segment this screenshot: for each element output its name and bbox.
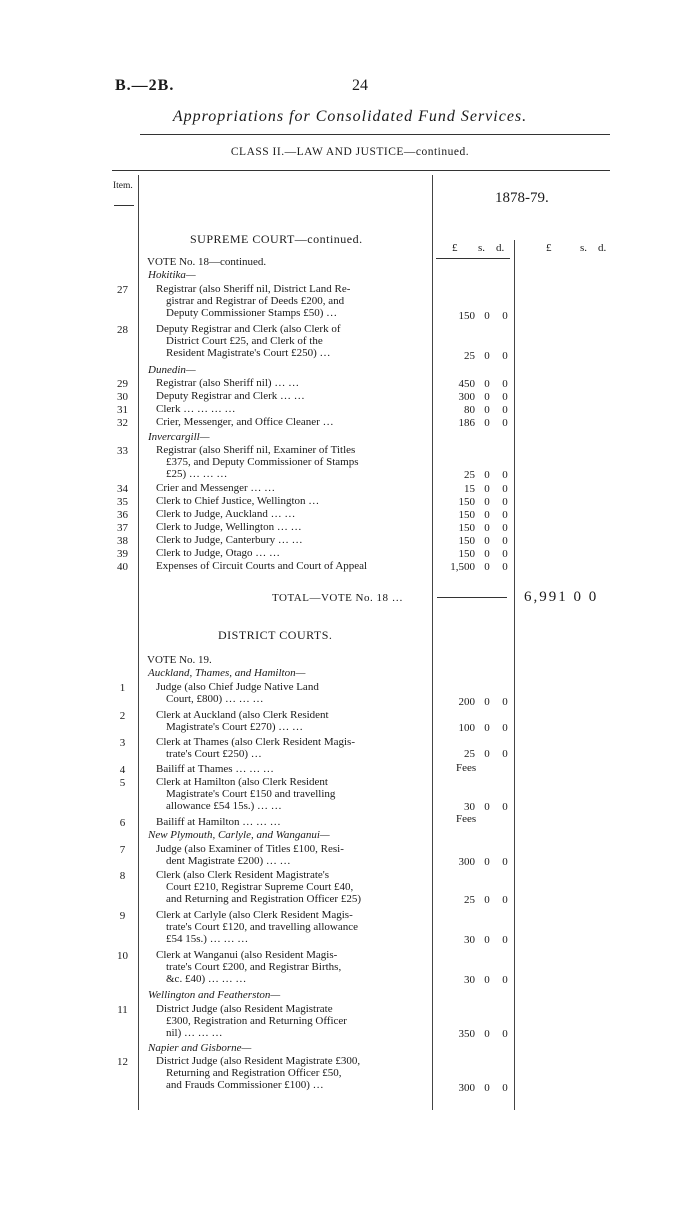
amount-pounds: 300	[458, 1082, 475, 1094]
item-number: 29	[117, 378, 128, 390]
item-description-line: District Judge (also Resident Magistrate £300,	[156, 1055, 361, 1067]
amount-pounds: 30	[464, 934, 475, 946]
amount-shillings: 0	[484, 934, 490, 946]
item-number: 10	[117, 950, 128, 962]
pounds-header-1: £	[452, 242, 458, 254]
fees-note: Fees	[456, 813, 477, 825]
subheading-text: New Plymouth, Carlyle, and Wanganui—	[148, 829, 330, 841]
subheading-text: Wellington and Featherston—	[148, 989, 281, 1001]
title-rule	[140, 134, 610, 135]
item-number: 11	[117, 1004, 128, 1016]
item-description-line: District Judge (also Resident Magistrate	[156, 1003, 333, 1015]
item-description-line: trate's Court £120, and travelling allowance	[166, 921, 358, 933]
item-number: 35	[117, 496, 128, 508]
item-description-line: Bailiff at Thames … … …	[156, 763, 274, 775]
amount-shillings: 0	[484, 548, 490, 560]
amount-shillings: 0	[484, 696, 490, 708]
item-description-line: Bailiff at Hamilton … … …	[156, 816, 281, 828]
subheading-8	[148, 432, 428, 444]
amount-pence: 0	[502, 378, 508, 390]
table-top-rule	[112, 170, 610, 171]
item-description-line: Clerk … … … …	[156, 403, 236, 415]
item-description-line: Registrar (also Sheriff nil, District Land Re-	[156, 283, 351, 295]
amount-pounds: 150	[458, 310, 475, 322]
amount-pence: 0	[502, 696, 508, 708]
col-head-rule	[436, 258, 510, 259]
amount-pounds: 30	[464, 801, 475, 813]
amount-pounds: 80	[464, 404, 475, 416]
item-description-line: District Court £25, and Clerk of the	[166, 335, 323, 347]
item-number: 36	[117, 509, 128, 521]
amount-pounds: 300	[458, 391, 475, 403]
amount-pounds: 30	[464, 974, 475, 986]
item-number: 32	[117, 417, 128, 429]
item-description-line: Clerk at Hamilton (also Clerk Resident	[156, 776, 328, 788]
amount-shillings: 0	[484, 801, 490, 813]
pence-header-2: d.	[598, 242, 607, 254]
item-description-line: Judge (also Chief Judge Native Land	[156, 681, 319, 693]
amount-shillings: 0	[484, 1082, 490, 1094]
vote-18-total-amount: 6,991 0 0	[524, 589, 599, 605]
item-description-line: £375, and Deputy Commissioner of Stamps	[166, 456, 359, 468]
amount-pounds: 100	[458, 722, 475, 734]
item-description-line: Deputy Commissioner Stamps £50) …	[166, 307, 338, 319]
amount-shillings: 0	[484, 748, 490, 760]
amount-shillings: 0	[484, 469, 490, 481]
amount-pence: 0	[502, 1028, 508, 1040]
item-description-line: gistrar and Registrar of Deeds £200, and	[166, 295, 345, 307]
item-number: 7	[119, 844, 126, 856]
item-description-line: Clerk to Judge, Wellington … …	[156, 521, 302, 533]
item-number: 39	[117, 548, 128, 560]
item-description-line: and Frauds Commissioner £100) …	[166, 1079, 324, 1091]
amount-shillings: 0	[484, 350, 490, 362]
amount-shillings: 0	[484, 404, 490, 416]
vote-18-total-label: TOTAL—VOTE No. 18 …	[272, 592, 404, 604]
item-number: 1	[119, 682, 126, 694]
item-number: 38	[117, 535, 128, 547]
item-description-line: £25) … … …	[166, 468, 228, 480]
vote-18-heading: VOTE No. 18—continued.	[147, 256, 267, 268]
subheading-9	[148, 830, 428, 842]
amount-pence: 0	[502, 310, 508, 322]
item-description-line: Expenses of Circuit Courts and Court of Appeal	[156, 560, 368, 572]
amount-pence: 0	[502, 934, 508, 946]
item-description-line: Judge (also Examiner of Titles £100, Resi-	[156, 843, 344, 855]
item-description-line: Clerk to Chief Justice, Wellington …	[156, 495, 320, 507]
amount-pounds: 25	[464, 894, 475, 906]
year-column-header: 1878-79.	[495, 190, 549, 206]
amount-pounds: 200	[458, 696, 475, 708]
item-description-line: Crier and Messenger … …	[156, 482, 276, 494]
amount-pence: 0	[502, 391, 508, 403]
page-number: 24	[352, 77, 368, 94]
item-number: 4	[119, 764, 126, 776]
item-description-line: Crier, Messenger, and Office Cleaner …	[156, 416, 334, 428]
amount-divider	[514, 240, 515, 1110]
item-description-line: Clerk to Judge, Otago … …	[156, 547, 281, 559]
item-number: 28	[117, 324, 128, 336]
item-number: 9	[119, 910, 126, 922]
amount-pence: 0	[502, 801, 508, 813]
amount-shillings: 0	[484, 496, 490, 508]
amount-pence: 0	[502, 404, 508, 416]
amount-pounds: 150	[458, 548, 475, 560]
amount-pounds: 1,500	[450, 561, 475, 573]
item-description-line: Deputy Registrar and Clerk (also Clerk of	[156, 323, 341, 335]
subheading-text: Napier and Gisborne—	[148, 1042, 252, 1054]
item-number: 33	[117, 445, 128, 457]
amount-shillings: 0	[484, 974, 490, 986]
amount-pence: 0	[502, 350, 508, 362]
item-description-line: Registrar (also Sheriff nil, Examiner of Titles	[156, 444, 356, 456]
item-number: 34	[117, 483, 128, 495]
item-number: 8	[119, 870, 126, 882]
item-number: 31	[117, 404, 128, 416]
amount-pence: 0	[502, 509, 508, 521]
subheading-text: Auckland, Thames, and Hamilton—	[148, 667, 306, 679]
item-description-line: dent Magistrate £200) … …	[166, 855, 291, 867]
item-description-line: trate's Court £250) …	[166, 748, 262, 760]
amount-pounds: 150	[458, 496, 475, 508]
amount-shillings: 0	[484, 310, 490, 322]
amount-pounds: 25	[464, 748, 475, 760]
amount-shillings: 0	[484, 894, 490, 906]
item-number: 27	[117, 284, 128, 296]
amount-pounds: 25	[464, 469, 475, 481]
amount-pounds: 25	[464, 350, 475, 362]
item-number: 12	[117, 1056, 128, 1068]
item-description-line: Magistrate's Court £150 and travelling	[166, 788, 336, 800]
item-description-line: and Returning and Registration Officer £25)	[166, 893, 361, 905]
amount-shillings: 0	[484, 483, 490, 495]
amount-pence: 0	[502, 722, 508, 734]
item-number: 30	[117, 391, 128, 403]
item-number: 3	[119, 737, 126, 749]
district-courts-heading: DISTRICT COURTS.	[218, 628, 333, 642]
amount-shillings: 0	[484, 509, 490, 521]
class-subtitle: CLASS II.—LAW AND JUSTICE—continued.	[230, 146, 470, 158]
subheading-3	[148, 365, 428, 377]
item-number: 2	[119, 710, 126, 722]
amount-shillings: 0	[484, 522, 490, 534]
item-column-header: Item.	[113, 181, 133, 191]
item-description-line: Magistrate's Court £270) … …	[166, 721, 304, 733]
item-divider	[138, 175, 139, 1110]
fees-note: Fees	[456, 762, 477, 774]
amount-pence: 0	[502, 748, 508, 760]
amount-shillings: 0	[484, 535, 490, 547]
subheading-0	[148, 668, 428, 680]
amount-shillings: 0	[484, 417, 490, 429]
amount-shillings: 0	[484, 561, 490, 573]
item-description-line: £300, Registration and Returning Officer	[166, 1015, 347, 1027]
amount-shillings: 0	[484, 378, 490, 390]
item-description-line: &c. £40) … … …	[166, 973, 247, 985]
item-number: 5	[119, 777, 126, 789]
amount-pence: 0	[502, 483, 508, 495]
item-description-line: Court £210, Registrar Supreme Court £40,	[166, 881, 354, 893]
item-number: 6	[119, 817, 126, 829]
item-description-line: trate's Court £200, and Registrar Births,	[166, 961, 342, 973]
item-description-line: Clerk at Auckland (also Clerk Resident	[156, 709, 329, 721]
page-title: Appropriations for Consolidated Fund Services.	[172, 108, 528, 125]
amount-pounds: 150	[458, 522, 475, 534]
amount-pounds: 350	[458, 1028, 475, 1040]
item-description-line: Court, £800) … … …	[166, 693, 264, 705]
subheading-text: Hokitika—	[148, 269, 196, 281]
amount-pence: 0	[502, 856, 508, 868]
subheading-14	[148, 990, 428, 1002]
amount-pence: 0	[502, 894, 508, 906]
pounds-header-2: £	[546, 242, 552, 254]
amount-pounds: 450	[458, 378, 475, 390]
item-description-line: Clerk to Judge, Auckland … …	[156, 508, 296, 520]
amount-pence: 0	[502, 1082, 508, 1094]
parliamentary-paper-ref: B.—2B.	[115, 77, 175, 94]
amount-pounds: 150	[458, 535, 475, 547]
shillings-header-1: s.	[478, 242, 486, 254]
item-description-line: Returning and Registration Officer £50,	[166, 1067, 342, 1079]
item-description-line: Resident Magistrate's Court £250) …	[166, 347, 331, 359]
shillings-header-2: s.	[580, 242, 588, 254]
supreme-court-heading: SUPREME COURT—continued.	[190, 232, 363, 246]
item-description-line: nil) … … …	[166, 1027, 223, 1039]
amount-shillings: 0	[484, 391, 490, 403]
amount-pence: 0	[502, 561, 508, 573]
subheading-text: Invercargill—	[148, 431, 210, 443]
item-head-rule	[114, 205, 134, 206]
amount-pence: 0	[502, 469, 508, 481]
amount-pence: 0	[502, 535, 508, 547]
amount-shillings: 0	[484, 722, 490, 734]
amount-pounds: 15	[464, 483, 475, 495]
vote-19-heading: VOTE No. 19.	[147, 654, 212, 666]
amount-pence: 0	[502, 548, 508, 560]
amount-pounds: 186	[458, 417, 475, 429]
item-description-line: Deputy Registrar and Clerk … …	[156, 390, 305, 402]
subheading-0	[148, 270, 428, 282]
item-description-line: allowance £54 15s.) … …	[166, 800, 282, 812]
item-description-line: Clerk to Judge, Canterbury … …	[156, 534, 303, 546]
item-description-line: Clerk at Carlyle (also Clerk Resident Magis-	[156, 909, 353, 921]
amount-shillings: 0	[484, 1028, 490, 1040]
amount-pounds: 300	[458, 856, 475, 868]
item-number: 40	[117, 561, 128, 573]
amount-pence: 0	[502, 496, 508, 508]
item-description-line: Clerk (also Clerk Resident Magistrate's	[156, 869, 330, 881]
amount-pence: 0	[502, 522, 508, 534]
amount-pounds: 150	[458, 509, 475, 521]
amount-shillings: 0	[484, 856, 490, 868]
item-description-line: £54 15s.) … … …	[166, 933, 249, 945]
subheading-16	[148, 1043, 428, 1055]
pence-header-1: d.	[496, 242, 505, 254]
subheading-text: Dunedin—	[148, 364, 196, 376]
item-description-line: Registrar (also Sheriff nil) … …	[156, 377, 300, 389]
amount-pence: 0	[502, 974, 508, 986]
item-description-line: Clerk at Thames (also Clerk Resident Magis-	[156, 736, 355, 748]
item-number: 37	[117, 522, 128, 534]
subtotal-rule	[437, 597, 507, 598]
amount-pence: 0	[502, 417, 508, 429]
item-description-line: Clerk at Wanganui (also Resident Magis-	[156, 949, 338, 961]
